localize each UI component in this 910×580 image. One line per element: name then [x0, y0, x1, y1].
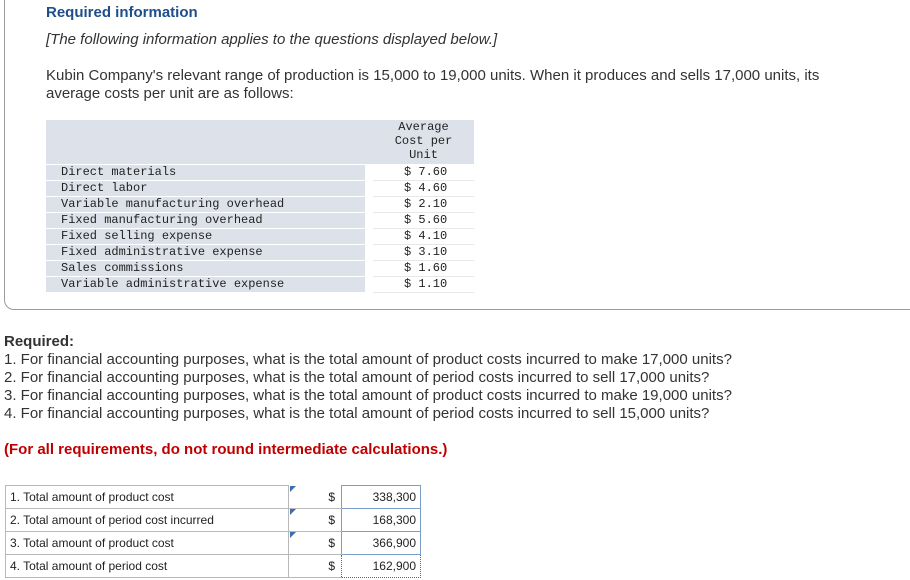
question-3: 3. For financial accounting purposes, what is the total amount of product costs incurred to make 19,000 units? [4, 387, 732, 404]
cost-label: Direct labor [46, 180, 365, 196]
table-row [46, 260, 474, 276]
answer-input[interactable]: 162,900 [342, 555, 421, 578]
cost-value: $ 7.60 [373, 164, 474, 180]
table-row [46, 196, 474, 212]
question-2: 2. For financial accounting purposes, what is the total amount of period costs incurred to sell 17,000 units? [4, 369, 710, 386]
answer-row [6, 486, 421, 509]
answer-input[interactable]: 168,300 [342, 509, 421, 532]
currency-symbol: $ [328, 489, 335, 504]
cost-value: $ 4.10 [373, 228, 474, 244]
question-1: 1. For financial accounting purposes, what is the total amount of product costs incurred to make 17,000 units? [4, 351, 732, 368]
cost-label: Direct materials [46, 164, 365, 180]
answer-flag-icon [290, 486, 296, 492]
currency-symbol: $ [328, 536, 335, 550]
rounding-instruction: (For all requirements, do not round intermediate calculations.) [4, 441, 448, 458]
answer-flag-icon [290, 532, 296, 538]
answer-label: 1. Total amount of product cost [6, 486, 289, 509]
cost-value: $ 2.10 [373, 196, 474, 212]
table-row [46, 212, 474, 228]
cost-label: Sales commissions [46, 260, 365, 276]
section-heading: Required information [46, 4, 198, 21]
cost-table [46, 120, 474, 293]
currency-symbol: $ [328, 513, 335, 527]
table-row [46, 164, 474, 180]
cost-table-header-blank [46, 120, 365, 164]
answer-row [6, 509, 421, 532]
currency-symbol: $ [328, 559, 335, 573]
cost-value: $ 1.10 [373, 276, 474, 292]
table-row [46, 276, 474, 292]
cost-table-header-row [46, 120, 474, 164]
answer-label: 2. Total amount of period cost incurred [6, 509, 289, 532]
cost-label: Variable manufacturing overhead [46, 196, 365, 212]
answer-flag-icon [290, 509, 296, 515]
question-4: 4. For financial accounting purposes, what is the total amount of period costs incurred to sell 15,000 units? [4, 405, 710, 422]
answer-input[interactable]: 366,900 [342, 532, 421, 555]
cost-label: Variable administrative expense [46, 276, 365, 292]
cost-label: Fixed administrative expense [46, 244, 365, 260]
cost-value: $ 5.60 [373, 212, 474, 228]
table-row [46, 244, 474, 260]
table-row [46, 180, 474, 196]
context-note: [The following information applies to the questions displayed below.] [46, 31, 498, 48]
answer-table [5, 485, 421, 578]
cost-value: $ 4.60 [373, 180, 474, 196]
header-line-1: Average [398, 120, 449, 134]
cost-value: $ 3.10 [373, 244, 474, 260]
answer-row [6, 532, 421, 555]
cost-table-header [373, 120, 474, 164]
required-title: Required: [4, 333, 75, 350]
cost-label: Fixed selling expense [46, 228, 365, 244]
table-row [46, 228, 474, 244]
cost-label: Fixed manufacturing overhead [46, 212, 365, 228]
cost-value: $ 1.60 [373, 260, 474, 276]
header-line-2: Cost per [394, 134, 453, 148]
header-line-3: Unit [409, 148, 438, 162]
answer-label: 4. Total amount of period cost [6, 555, 289, 578]
required-questions [4, 333, 732, 423]
answer-row [6, 555, 421, 578]
answer-input[interactable]: 338,300 [342, 486, 421, 509]
intro-paragraph: Kubin Company's relevant range of production is 15,000 to 19,000 units. When it produces and sells 17,000 units, its average costs per unit are as follows: [46, 67, 820, 102]
answer-label: 3. Total amount of product cost [6, 532, 289, 555]
